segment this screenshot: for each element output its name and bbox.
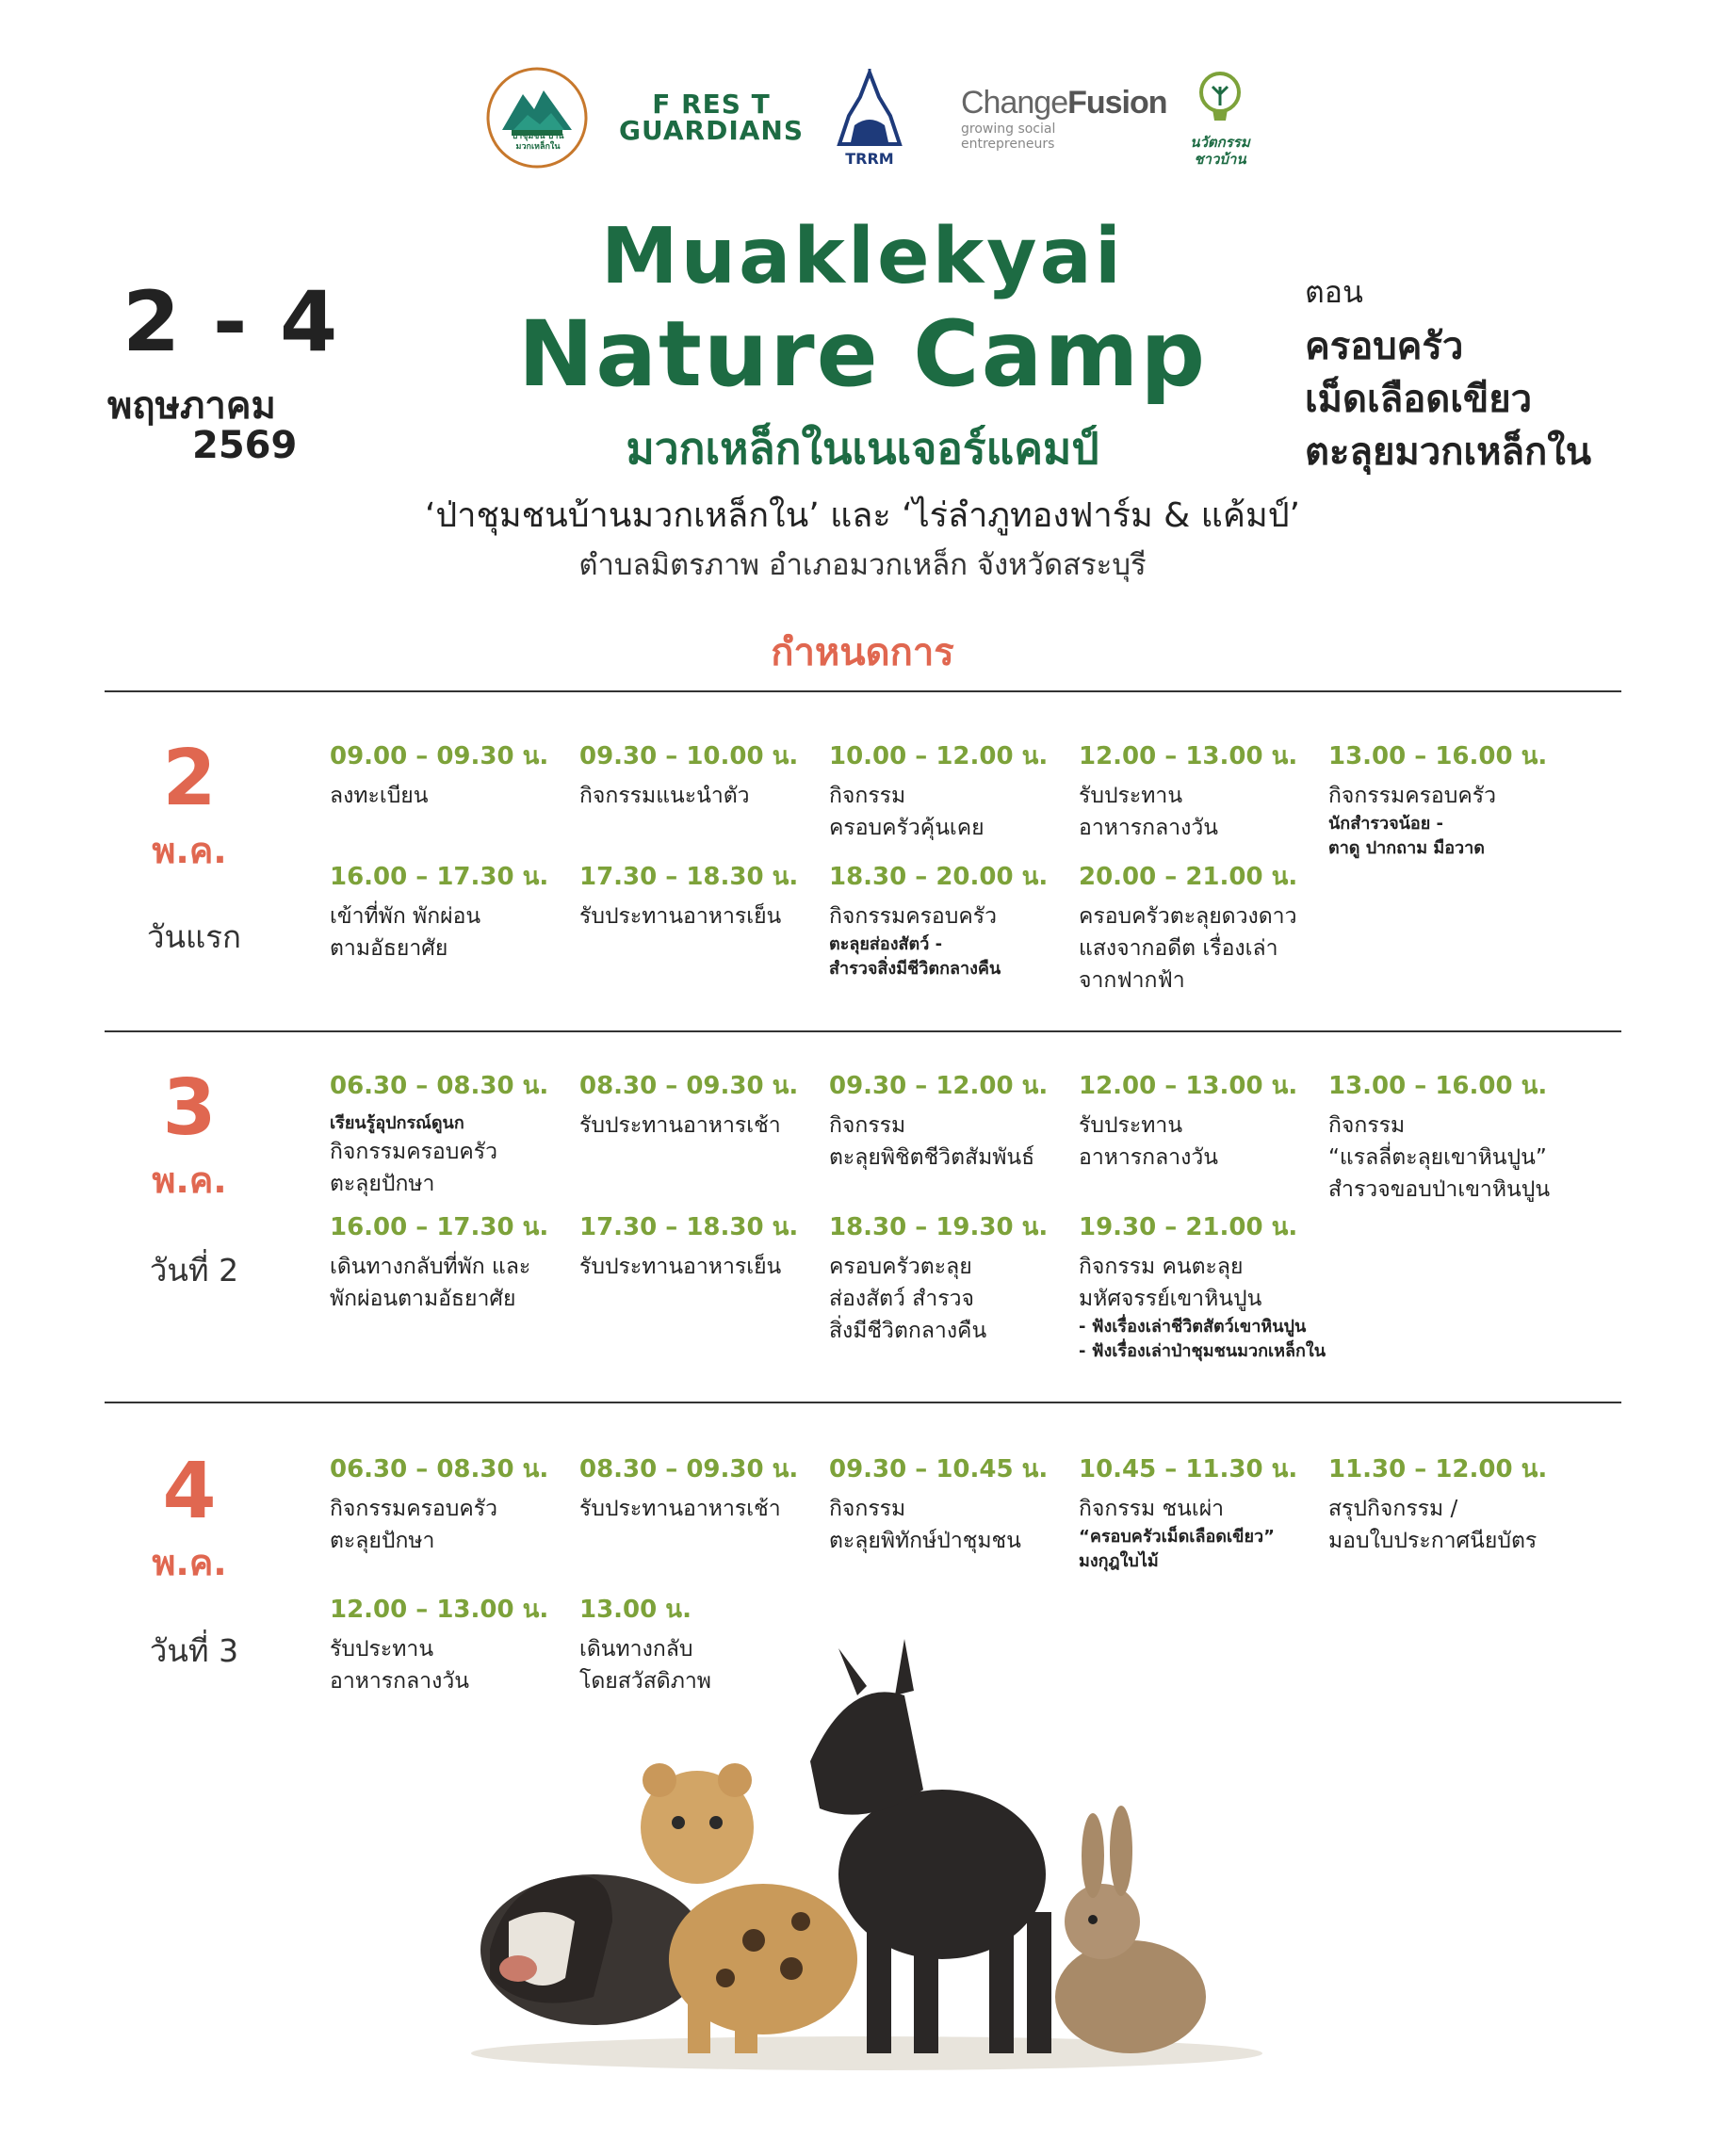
schedule-slot: [829, 740, 1065, 844]
slot-desc: กิจกรรมแนะนำตัว: [579, 784, 750, 808]
day-number: 4: [162, 1447, 217, 1536]
nawat-text-1: นวัตกรรม: [1190, 134, 1250, 151]
divider: [105, 690, 1621, 692]
slot-time: 12.00 – 13.00 น.: [330, 1596, 549, 1624]
trrm-logo: [827, 57, 912, 179]
slot-desc: กิจกรรม ครอบครัวคุ้นเคย: [829, 784, 985, 840]
schedule-slot: [330, 1070, 565, 1200]
slot-sub: ตะลุยส่องสัตว์ - สำรวจสิ่งมีชีวิตกลางคืน: [829, 934, 1001, 979]
schedule-slot: [1079, 861, 1361, 997]
schedule-slot: [579, 861, 815, 932]
slot-time: 08.30 – 09.30 น.: [579, 1455, 799, 1483]
slot-desc: เดินทางกลับ โดยสวัสดิภาพ: [579, 1637, 711, 1694]
slot-time: 18.30 – 20.00 น.: [829, 863, 1049, 891]
slot-desc: รับประทานอาหารเช้า: [579, 1497, 781, 1521]
slot-time: 09.30 – 10.00 น.: [579, 742, 799, 770]
animals-illustration: [452, 1639, 1281, 2072]
slot-pre: เรียนรู้อุปกรณ์ดูนก: [330, 1113, 464, 1133]
schedule-slot: [829, 1211, 1065, 1347]
day-month: พ.ค.: [152, 1159, 227, 1201]
changefusion-name-b: Fusion: [1067, 84, 1167, 121]
slot-time: 10.45 – 11.30 น.: [1079, 1455, 1298, 1483]
slot-desc: กิจกรรม คนตะลุย มหัศจรรย์เขาหินปูน: [1079, 1255, 1262, 1311]
day-name: วันแรก: [146, 918, 242, 955]
slot-time: 12.00 – 13.00 น.: [1079, 742, 1298, 770]
slot-sub: - ฟังเรื่องเล่าชีวิตสัตว์เขาหินปูน - ฟังเรื่องเล่าป่าชุมชนมวกเหล็กใน: [1079, 1317, 1326, 1361]
lightbulb-icon: [1192, 68, 1248, 134]
forest-guardians-logo: [617, 57, 806, 179]
slot-desc: กิจกรรม ชนเผ่า: [1079, 1497, 1225, 1521]
slot-desc: รับประทาน อาหารกลางวัน: [1079, 784, 1218, 840]
changefusion-logo: [961, 57, 1167, 179]
community-logo-text: ป่าชุมชน บ้านมวกเหล็กใน: [512, 132, 564, 152]
slot-desc: กิจกรรมครอบครัว: [1328, 784, 1497, 808]
slot-desc: กิจกรรม ตะลุยพิทักษ์ป่าชุมชน: [829, 1497, 1021, 1553]
slot-time: 09.30 – 10.45 น.: [829, 1455, 1049, 1483]
slot-time: 09.30 – 12.00 น.: [829, 1072, 1049, 1100]
slot-desc: รับประทานอาหารเช้า: [579, 1113, 781, 1138]
episode-line2: เม็ดเลือดเขียว: [1305, 378, 1533, 421]
schedule-slot: [829, 1453, 1065, 1557]
date-year: 2569: [192, 424, 298, 467]
schedule-slot: [1079, 1211, 1399, 1364]
slot-desc: เดินทางกลับที่พัก และ พักผ่อนตามอัธยาศัย: [330, 1255, 531, 1311]
slot-desc: เข้าที่พัก พักผ่อน ตามอัธยาศัย: [330, 904, 481, 961]
schedule-slot: [829, 1070, 1065, 1174]
slot-time: 06.30 – 08.30 น.: [330, 1455, 549, 1483]
title-line1: Muaklekyai: [601, 212, 1124, 301]
slot-time: 13.00 – 16.00 น.: [1328, 742, 1548, 770]
date-range: 2 - 4: [122, 273, 340, 370]
changefusion-tagline: growing social entrepreneurs: [961, 121, 1056, 152]
schedule-slot: [1328, 740, 1564, 861]
title-thai: มวกเหล็กในเนเจอร์แคมป์: [626, 423, 1099, 474]
slot-desc: รับประทาน อาหารกลางวัน: [330, 1637, 469, 1694]
slot-desc: กิจกรรม ตะลุยพิชิตชีวิตสัมพันธ์: [829, 1113, 1035, 1170]
slot-desc: กิจกรรม “แรลลี่ตะลุยเขาหินปูน” สำรวจขอบป่าเขาหินปูน: [1328, 1113, 1551, 1202]
nawat-text-2: ชาวบ้าน: [1194, 151, 1246, 168]
schedule-slot: [829, 861, 1065, 981]
schedule-slot: [1328, 1070, 1611, 1206]
episode-line1: ครอบครัว: [1305, 325, 1464, 368]
slot-time: 08.30 – 09.30 น.: [579, 1072, 799, 1100]
schedule-slot: [579, 740, 815, 812]
community-forest-logo: [485, 57, 589, 179]
day-name: วันที่ 3: [149, 1632, 239, 1669]
slot-desc: ครอบครัวตะลุย ส่องสัตว์ สำรวจ สิ่งมีชีวิตกลางคืน: [829, 1255, 987, 1343]
slot-desc: กิจกรรมครอบครัว ตะลุยปักษา: [330, 1497, 498, 1553]
schedule-slot: [579, 1211, 815, 1283]
slot-desc: กิจกรรมครอบครัว ตะลุยปักษา: [330, 1140, 498, 1196]
schedule-slot: [1079, 1453, 1314, 1574]
slot-desc: กิจกรรมครอบครัว: [829, 904, 998, 929]
trrm-emblem-icon: [832, 69, 907, 163]
date-month: พฤษภาคม: [107, 384, 276, 428]
day-number: 2: [162, 734, 217, 823]
schedule-slot: [1328, 1453, 1611, 1557]
slot-desc: ลงทะเบียน: [330, 784, 429, 808]
schedule-slot: [330, 861, 565, 965]
schedule-slot: [330, 1453, 565, 1557]
sub-venue: ตำบลมิตรภาพ อำเภอมวกเหล็ก จังหวัดสระบุรี: [578, 548, 1147, 582]
slot-time: 13.00 – 16.00 น.: [1328, 1072, 1548, 1100]
slot-time: 09.00 – 09.30 น.: [330, 742, 549, 770]
slot-time: 13.00 น.: [579, 1596, 692, 1624]
nawat-logo: [1178, 57, 1262, 179]
schedule-title: กำหนดการ: [771, 631, 954, 674]
schedule-slot: [330, 1211, 565, 1315]
day-name: วันที่ 2: [149, 1252, 239, 1289]
slot-time: 17.30 – 18.30 น.: [579, 863, 799, 891]
slot-time: 18.30 – 19.30 น.: [829, 1213, 1049, 1241]
slot-time: 12.00 – 13.00 น.: [1079, 1072, 1298, 1100]
episode-label: ตอน: [1305, 274, 1363, 310]
rabbit-icon: [1055, 1806, 1206, 2053]
schedule-slot: [579, 1453, 815, 1525]
slot-desc: รับประทานอาหารเย็น: [579, 1255, 782, 1279]
slot-time: 10.00 – 12.00 น.: [829, 742, 1049, 770]
slot-time: 19.30 – 21.00 น.: [1079, 1213, 1298, 1241]
slot-time: 06.30 – 08.30 น.: [330, 1072, 549, 1100]
forest-guardians-line2: GUARDIANS: [618, 115, 805, 146]
day-number: 3: [162, 1063, 217, 1153]
slot-time: 11.30 – 12.00 น.: [1328, 1455, 1548, 1483]
day-month: พ.ค.: [152, 1542, 227, 1583]
slot-sub: “ครอบครัวเม็ดเลือดเขียว” มงกุฎใบไม้: [1079, 1527, 1275, 1571]
slot-sub: นักสำรวจน้อย - ตาดู ปากถาม มือวาด: [1328, 814, 1485, 858]
episode-title: [1305, 320, 1591, 478]
day-month: พ.ค.: [152, 830, 227, 871]
slot-desc: รับประทานอาหารเย็น: [579, 904, 782, 929]
divider: [105, 1030, 1621, 1032]
changefusion-name-a: Change: [961, 84, 1068, 121]
schedule-slot: [579, 1070, 815, 1142]
slot-desc: ครอบครัวตะลุยดวงดาว แสงจากอดีต เรื่องเล่า จากฟากฟ้า: [1079, 904, 1297, 993]
slot-time: 16.00 – 17.30 น.: [330, 1213, 549, 1241]
schedule-slot: [330, 740, 565, 812]
venue: ‘ป่าชุมชนบ้านมวกเหล็กใน’ และ ‘ไร่ลำภูทองฟาร์ม & แค้มป์’: [424, 496, 1300, 535]
schedule-slot: [1079, 1070, 1314, 1174]
divider: [105, 1402, 1621, 1403]
trrm-text: TRRM: [845, 149, 894, 168]
schedule-slot: [1079, 740, 1314, 844]
episode-line3: ตะลุยมวกเหล็กใน: [1305, 430, 1592, 474]
slot-time: 16.00 – 17.30 น.: [330, 863, 549, 891]
slot-time: 17.30 – 18.30 น.: [579, 1213, 799, 1241]
slot-desc: สรุปกิจกรรม / มอบใบประกาศนียบัตร: [1328, 1497, 1538, 1553]
slot-desc: รับประทาน อาหารกลางวัน: [1079, 1113, 1218, 1170]
title-line2: Nature Camp: [517, 301, 1208, 407]
forest-guardians-line1: F RES T: [652, 89, 771, 120]
slot-time: 20.00 – 21.00 น.: [1079, 863, 1298, 891]
